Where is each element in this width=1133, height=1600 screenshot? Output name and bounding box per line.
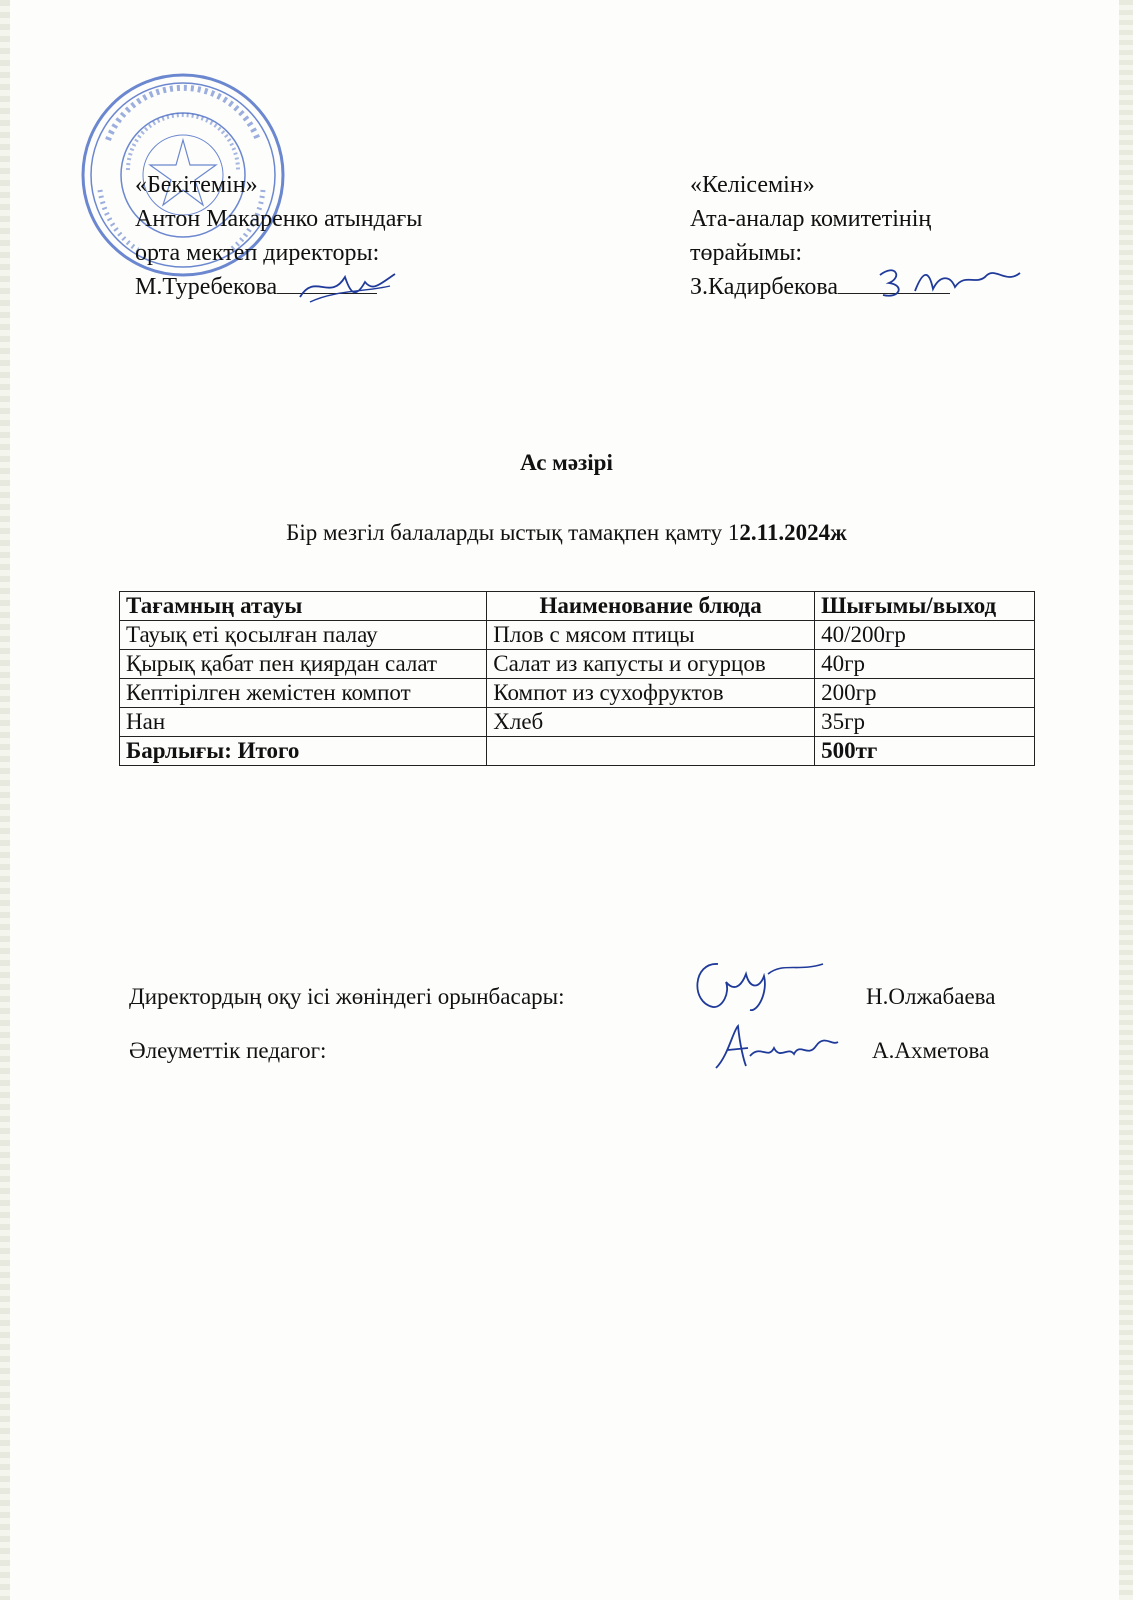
social-signature <box>708 1016 843 1076</box>
table-row <box>120 650 1035 679</box>
dish-ru: Плов с мясом птицы <box>487 621 815 650</box>
dish-ru: Хлеб <box>487 708 815 737</box>
social-role: Әлеуметтік педагог: <box>129 1038 327 1063</box>
header-kazakh-name: Тағамның атауы <box>120 592 487 621</box>
subtitle-text: Бір мезгіл балаларды ыстық тамақпен қамту 1 <box>286 520 740 545</box>
total-label: Барлығы: Итого <box>120 737 487 766</box>
agreement-position: төрайымы: <box>690 240 803 266</box>
committee-signature <box>875 255 1025 305</box>
scan-edge-right <box>1119 0 1133 1600</box>
approval-org: Антон Макаренко атындағы <box>135 206 423 232</box>
approval-position: орта мектеп директоры: <box>135 240 380 266</box>
header-portion: Шығымы/выход <box>815 592 1035 621</box>
dish-kk: Тауық еті қосылған палау <box>120 621 487 650</box>
menu-date: 2.11.2024ж <box>739 520 847 545</box>
header-russian-name: Наименование блюда <box>487 592 815 621</box>
agreement-name: З.Кадирбекова <box>690 274 839 300</box>
dish-kk: Қырық қабат пен қиярдан салат <box>120 650 487 679</box>
agreement-org: Ата-аналар комитетінің <box>690 206 932 232</box>
menu-table <box>119 591 1035 766</box>
deputy-signature <box>688 952 828 1022</box>
director-signature <box>295 262 405 312</box>
dish-portion: 200гр <box>815 679 1035 708</box>
table-row <box>120 708 1035 737</box>
page-subtitle <box>0 520 1133 546</box>
table-total-row <box>120 737 1035 766</box>
total-empty <box>487 737 815 766</box>
agreement-heading: «Келісемін» <box>690 172 815 198</box>
total-price: 500тг <box>815 737 1035 766</box>
approval-heading: «Бекітемін» <box>135 172 258 198</box>
dish-ru: Компот из сухофруктов <box>487 679 815 708</box>
dish-portion: 40/200гр <box>815 621 1035 650</box>
dish-portion: 35гр <box>815 708 1035 737</box>
dish-kk: Кептірілген жемістен компот <box>120 679 487 708</box>
page-title: Ас мәзірі <box>520 450 613 475</box>
scan-edge-left <box>0 0 10 1600</box>
table-row <box>120 679 1035 708</box>
social-name: А.Ахметова <box>872 1038 990 1063</box>
dish-portion: 40гр <box>815 650 1035 679</box>
approval-name: М.Туребекова <box>135 274 278 300</box>
dish-kk: Нан <box>120 708 487 737</box>
table-row <box>120 621 1035 650</box>
deputy-name: Н.Олжабаева <box>866 984 996 1009</box>
deputy-role: Директордың оқу ісі жөніндегі орынбасары: <box>129 984 565 1009</box>
dish-ru: Салат из капусты и огурцов <box>487 650 815 679</box>
table-header-row <box>120 592 1035 621</box>
